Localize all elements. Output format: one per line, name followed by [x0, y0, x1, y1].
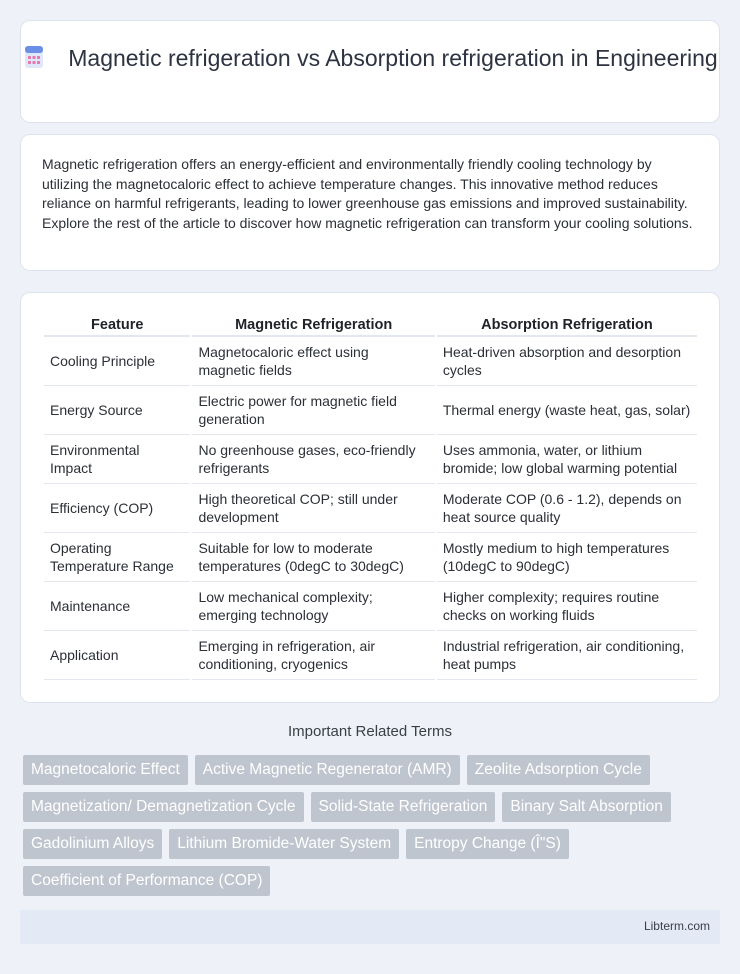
- feature-cell: Energy Source: [44, 386, 190, 435]
- absorption-cell: Moderate COP (0.6 - 1.2), depends on heat source quality: [437, 484, 697, 533]
- absorption-cell: Industrial refrigeration, air conditioning, heat pumps: [437, 631, 697, 680]
- feature-cell: Environmental Impact: [44, 435, 190, 484]
- magnetic-cell: No greenhouse gases, eco-friendly refrigerants: [192, 435, 434, 484]
- table-row: [44, 337, 697, 386]
- page-title-text: Magnetic refrigeration vs Absorption refrigeration in Engineering: [68, 45, 718, 71]
- related-term-tag[interactable]: Magnetization/ Demagnetization Cycle: [23, 792, 304, 822]
- header-feature: Feature: [44, 315, 190, 337]
- absorption-cell: Mostly medium to high temperatures (10degC to 90degC): [437, 533, 697, 582]
- magnetic-cell: Electric power for magnetic field generation: [192, 386, 434, 435]
- related-term-tag[interactable]: Coefficient of Performance (COP): [23, 866, 270, 896]
- absorption-cell: Higher complexity; requires routine checks on working fluids: [437, 582, 697, 631]
- table-row: [44, 631, 697, 680]
- absorption-cell: Thermal energy (waste heat, gas, solar): [437, 386, 697, 435]
- feature-cell: Application: [44, 631, 190, 680]
- intro-card: [20, 134, 720, 271]
- related-terms-list: [23, 755, 717, 896]
- related-terms-heading: Important Related Terms: [288, 723, 452, 740]
- footer-site-link[interactable]: Libterm.com: [643, 919, 710, 933]
- table-row: [44, 484, 697, 533]
- comparison-table: [42, 315, 699, 680]
- header-magnetic: Magnetic Refrigeration: [192, 315, 434, 337]
- header-absorption: Absorption Refrigeration: [437, 315, 697, 337]
- magnetic-cell: Emerging in refrigeration, air conditioning, cryogenics: [192, 631, 434, 680]
- related-term-tag[interactable]: Zeolite Adsorption Cycle: [467, 755, 650, 785]
- related-term-tag[interactable]: Entropy Change (Î"S): [406, 829, 569, 859]
- table-row: [44, 435, 697, 484]
- related-term-tag[interactable]: Active Magnetic Regenerator (AMR): [195, 755, 460, 785]
- table-row: [44, 386, 697, 435]
- related-term-tag[interactable]: Solid-State Refrigeration: [311, 792, 496, 822]
- title-card: [20, 20, 720, 123]
- table-row: [44, 533, 697, 582]
- absorption-cell: Heat-driven absorption and desorption cycles: [437, 337, 697, 386]
- related-term-tag[interactable]: Gadolinium Alloys: [23, 829, 162, 859]
- feature-cell: Maintenance: [44, 582, 190, 631]
- table-header-row: [44, 315, 697, 337]
- magnetic-cell: Suitable for low to moderate temperatures (0degC to 30degC): [192, 533, 434, 582]
- calculator-icon: [22, 45, 46, 69]
- magnetic-cell: Low mechanical complexity; emerging technology: [192, 582, 434, 631]
- comparison-card: [20, 292, 720, 703]
- related-term-tag[interactable]: Lithium Bromide-Water System: [169, 829, 399, 859]
- absorption-cell: Uses ammonia, water, or lithium bromide; low global warming potential: [437, 435, 697, 484]
- table-row: [44, 582, 697, 631]
- page-title: [21, 43, 719, 73]
- feature-cell: Operating Temperature Range: [44, 533, 190, 582]
- related-term-tag[interactable]: Magnetocaloric Effect: [23, 755, 188, 785]
- magnetic-cell: High theoretical COP; still under development: [192, 484, 434, 533]
- related-term-tag[interactable]: Binary Salt Absorption: [502, 792, 671, 822]
- magnetic-cell: Magnetocaloric effect using magnetic fields: [192, 337, 434, 386]
- feature-cell: Cooling Principle: [44, 337, 190, 386]
- intro-paragraph: Magnetic refrigeration offers an energy-efficient and environmentally friendly cooling technology by utilizing the magnetocaloric effect to achieve temperature changes. This innovative method reduces reliance on harmful refrigerants, leading to lower greenhouse gas emissions and improved sustainability. Explore the rest of the article to discover how magnetic refrigeration can transform your cooling solutions.: [42, 156, 693, 231]
- footer-bar: [20, 910, 720, 944]
- feature-cell: Efficiency (COP): [44, 484, 190, 533]
